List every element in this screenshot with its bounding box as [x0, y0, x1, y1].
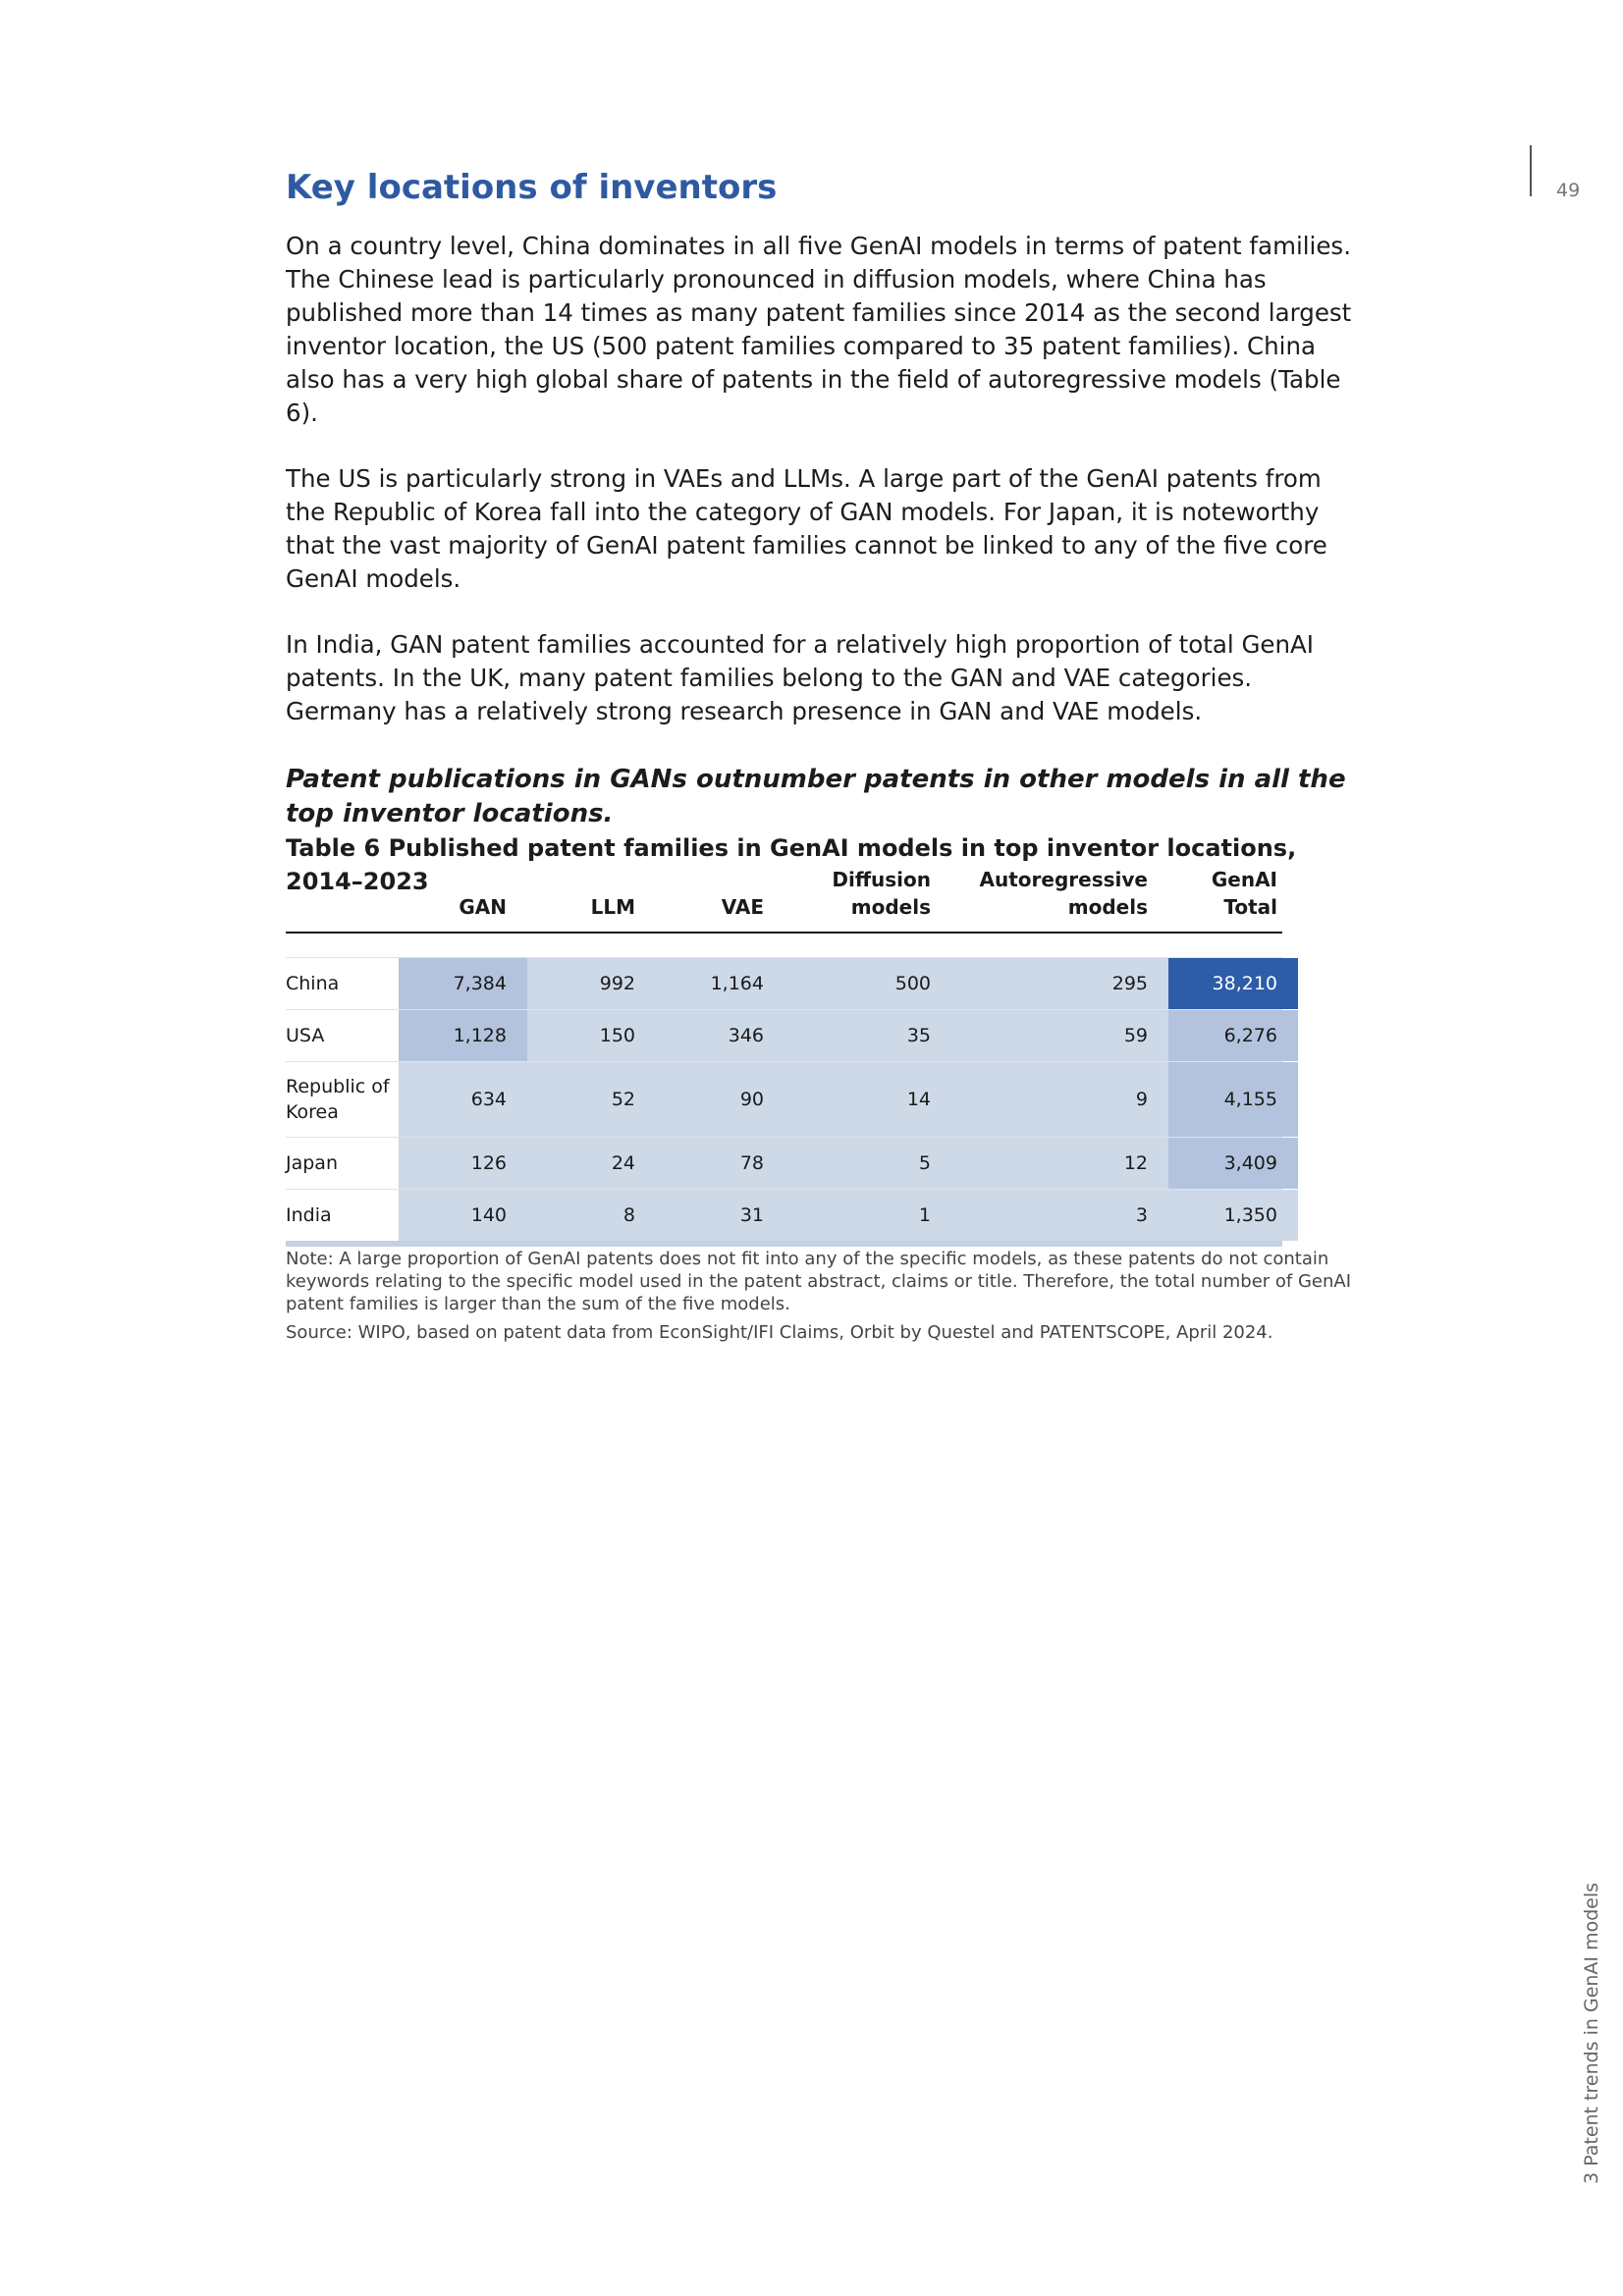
cell-llm: 992 — [527, 958, 656, 1009]
header-llm: LLM — [590, 895, 635, 919]
cell-diffusion: 35 — [784, 1010, 951, 1061]
cell-gan: 634 — [399, 1062, 527, 1137]
chapter-side-label: 3 Patent trends in GenAI models — [1581, 1882, 1602, 2184]
cell-llm: 24 — [527, 1138, 656, 1189]
cell-diffusion: 5 — [784, 1138, 951, 1189]
header-vae: VAE — [721, 895, 764, 919]
table-source: Source: WIPO, based on patent data from EconSight/IFI Claims, Orbit by Questel and PATENTSCOPE, April 2024. — [286, 1322, 1273, 1343]
cell-llm: 8 — [527, 1190, 656, 1241]
cell-vae: 78 — [656, 1138, 784, 1189]
cell-llm: 52 — [527, 1062, 656, 1137]
cell-vae: 1,164 — [656, 958, 784, 1009]
table-row — [286, 1010, 1282, 1062]
table-callout: Patent publications in GANs outnumber patents in other models in all the top inventor locations. — [286, 765, 1346, 828]
table-row — [286, 958, 1282, 1010]
cell-gan: 126 — [399, 1138, 527, 1189]
row-location: India — [286, 1190, 399, 1241]
cell-diffusion: 500 — [784, 958, 951, 1009]
cell-autoregressive: 9 — [951, 1062, 1168, 1137]
cell-genai-total: 4,155 — [1168, 1062, 1298, 1137]
cell-vae: 90 — [656, 1062, 784, 1137]
paragraph-1: On a country level, China dominates in all five GenAI models in terms of patent families. The Chinese lead is particularly pronounced in diffusion models, where China has published more than 14 times as many patent families since 2014 as the second largest inventor location, the US (500 patent families compared to 35 patent families). China also has a very high global share of patents in the field of autoregressive models (Table 6). — [286, 232, 1352, 427]
paragraph-2: The US is particularly strong in VAEs and LLMs. A large part of the GenAI patents from the Republic of Korea fall into the category of GAN models. For Japan, it is noteworthy that the vast majority of GenAI patent families cannot be linked to any of the five core GenAI models. — [286, 464, 1327, 593]
cell-autoregressive: 12 — [951, 1138, 1168, 1189]
cell-genai-total: 6,276 — [1168, 1010, 1298, 1061]
page-number: 49 — [1556, 180, 1581, 201]
table-row — [286, 1138, 1282, 1190]
row-location: USA — [286, 1010, 399, 1061]
header-genai-total: GenAI Total — [1211, 868, 1277, 919]
row-location: Japan — [286, 1138, 399, 1189]
table-row — [286, 1190, 1282, 1247]
cell-genai-total: 1,350 — [1168, 1190, 1298, 1241]
cell-diffusion: 14 — [784, 1062, 951, 1137]
paragraph-3: In India, GAN patent families accounted for a relatively high proportion of total GenAI patents. In the UK, many patent families belong to the GAN and VAE categories. Germany has a relatively strong research presence in GAN and VAE models. — [286, 630, 1315, 725]
row-location: Republic of Korea — [286, 1062, 399, 1137]
cell-vae: 31 — [656, 1190, 784, 1241]
cell-autoregressive: 3 — [951, 1190, 1168, 1241]
cell-genai-total: 38,210 — [1168, 958, 1298, 1009]
header-gan: GAN — [459, 895, 507, 919]
cell-diffusion: 1 — [784, 1190, 951, 1241]
cell-llm: 150 — [527, 1010, 656, 1061]
cell-gan: 7,384 — [399, 958, 527, 1009]
header-autoregressive: Autoregressive models — [979, 868, 1148, 919]
cell-autoregressive: 295 — [951, 958, 1168, 1009]
table-title: Table 6 Published patent families in GenAI models in top inventor locations, 2014–2023 — [286, 834, 1297, 895]
table-header-row — [286, 844, 1282, 934]
row-location: China — [286, 958, 399, 1009]
cell-autoregressive: 59 — [951, 1010, 1168, 1061]
patent-families-table — [286, 844, 1282, 1247]
main-content — [286, 163, 1356, 898]
page-rule — [1530, 145, 1532, 196]
table-body — [286, 957, 1282, 1247]
cell-genai-total: 3,409 — [1168, 1138, 1298, 1189]
section-heading: Key locations of inventors — [286, 168, 778, 207]
table-row — [286, 1062, 1282, 1138]
cell-vae: 346 — [656, 1010, 784, 1061]
table-note: Note: A large proportion of GenAI patents does not fit into any of the specific models, as these patents do not contain keywords relating to the specific model used in the patent abstract, claims or title. Therefore, the total number of GenAI patent families is larger than the sum of the five models. — [286, 1249, 1352, 1314]
cell-gan: 140 — [399, 1190, 527, 1241]
header-diffusion: Diffusion models — [832, 868, 931, 919]
cell-gan: 1,128 — [399, 1010, 527, 1061]
